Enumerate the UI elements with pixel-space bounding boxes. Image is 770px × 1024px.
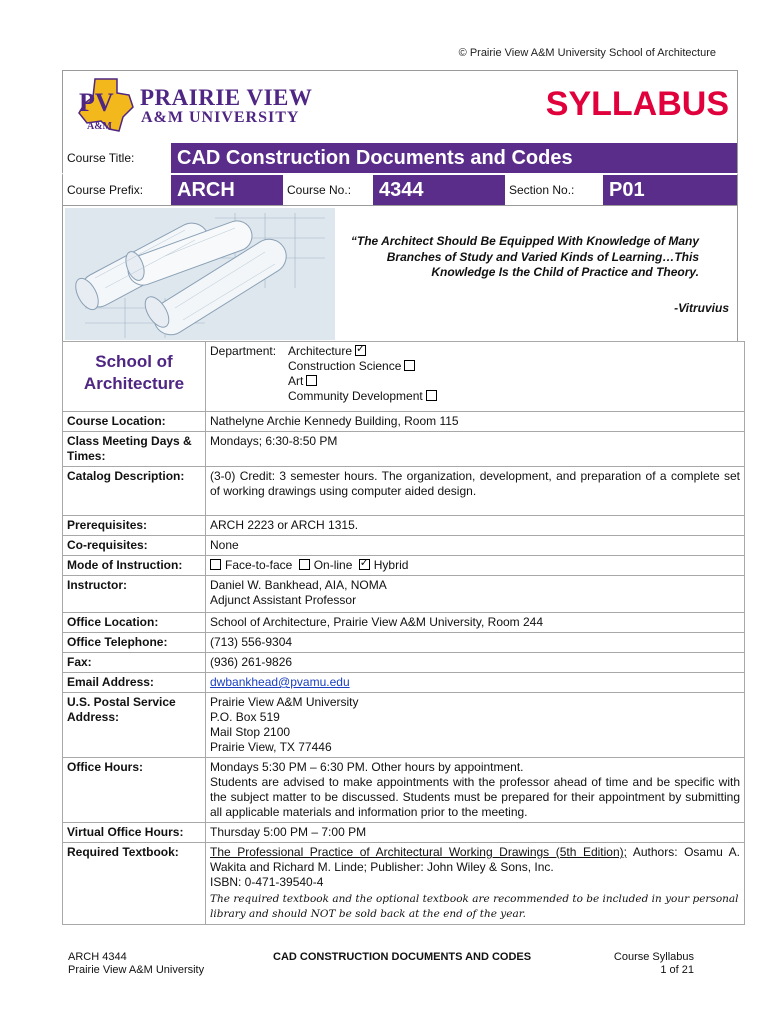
table-row [63, 613, 745, 633]
required-textbook [206, 843, 745, 925]
table-row [63, 673, 745, 693]
syllabus-heading: SYLLABUS [545, 85, 729, 123]
footer-right [614, 951, 694, 977]
row-label: Course Location: [63, 412, 206, 432]
row-label: Fax: [63, 653, 206, 673]
course-title-row [62, 143, 738, 173]
school-name-line: School of [95, 352, 173, 371]
mode-online: On-line [313, 558, 353, 572]
school-name-cell [63, 342, 206, 412]
banner-row [62, 205, 738, 341]
unchecked-box-icon [404, 360, 415, 371]
quote-line: Knowledge Is the Child of Practice and Theory. [431, 265, 699, 279]
unchecked-box-icon [299, 559, 310, 570]
course-number-label: Course No.: [283, 175, 373, 205]
footer-course-code: ARCH 4344 [68, 951, 127, 963]
course-location: Nathelyne Archie Kennedy Building, Room 115 [206, 412, 745, 432]
university-name: PRAIRIE VIEW [140, 85, 313, 110]
fax-number: (936) 261-9826 [206, 653, 745, 673]
table-row [63, 633, 745, 653]
course-info-table [62, 341, 745, 925]
row-label: Mode of Instruction: [63, 556, 206, 576]
table-row [63, 576, 745, 613]
page-number: 1 of 21 [660, 964, 694, 976]
dept-option-construction-science: Construction Science [288, 359, 402, 373]
footer-left [68, 951, 204, 977]
copyright-notice: © Prairie View A&M University School of Architecture [458, 47, 716, 59]
address-line: P.O. Box 519 [210, 710, 280, 724]
catalog-description: (3-0) Credit: 3 semester hours. The organization, development, and preparation of a complete set of working drawings using computer aided design. [206, 467, 745, 516]
row-label: Email Address: [63, 673, 206, 693]
table-row [63, 516, 745, 536]
blueprint-rolls-image [65, 208, 335, 340]
row-label: Co-requisites: [63, 536, 206, 556]
table-row [63, 342, 745, 412]
table-row [63, 843, 745, 925]
table-row [63, 693, 745, 758]
row-label: Office Location: [63, 613, 206, 633]
office-hours [206, 758, 745, 823]
footer-doc-type: Course Syllabus [613, 951, 694, 963]
row-label: Catalog Description: [63, 467, 206, 516]
row-label: Instructor: [63, 576, 206, 613]
unchecked-box-icon [210, 559, 221, 570]
syllabus-header [62, 70, 738, 143]
textbook-isbn: ISBN: 0-471-39540-4 [210, 875, 324, 889]
table-row [63, 412, 745, 432]
university-subname: A&M UNIVERSITY [141, 109, 300, 126]
table-row [63, 536, 745, 556]
logo-sub: A&M [87, 121, 112, 132]
section-number: P01 [603, 175, 737, 205]
office-telephone: (713) 556-9304 [206, 633, 745, 653]
instructor-title: Adjunct Assistant Professor [210, 593, 357, 607]
dept-option-art: Art [288, 374, 304, 388]
row-label: U.S. Postal Service Address: [63, 693, 206, 758]
meeting-times: Mondays; 6:30-8:50 PM [206, 432, 745, 467]
row-label: Office Telephone: [63, 633, 206, 653]
address-line: Prairie View, TX 77446 [210, 740, 332, 754]
syllabus-sheet [62, 70, 741, 925]
mode-face-to-face: Face-to-face [225, 558, 293, 572]
address-line: Mail Stop 2100 [210, 725, 291, 739]
co-requisites: None [206, 536, 745, 556]
quote-line: Branches of Study and Varied Kinds of Learning…This [386, 249, 699, 264]
instructor-name: Daniel W. Bankhead, AIA, NOMA [210, 578, 387, 592]
vitruvius-quote [338, 234, 729, 281]
quote-author: -Vitruvius [674, 301, 729, 315]
course-codes-row [62, 173, 738, 205]
course-number: 4344 [373, 175, 505, 205]
footer-course-title: CAD CONSTRUCTION DOCUMENTS AND CODES [273, 951, 532, 963]
prerequisites: ARCH 2223 or ARCH 1315. [206, 516, 745, 536]
section-number-label: Section No.: [505, 175, 603, 205]
dept-option-architecture: Architecture [288, 344, 353, 358]
table-row [63, 823, 745, 843]
mode-hybrid: Hybrid [373, 558, 409, 572]
course-prefix: ARCH [171, 175, 283, 205]
email-link[interactable]: dwbankhead@pvamu.edu [210, 675, 350, 689]
checked-box-icon [355, 345, 366, 356]
dept-option-community-development: Community Development [288, 389, 423, 403]
office-hours-line: Mondays 5:30 PM – 6:30 PM. Other hours by appointment. [210, 760, 524, 774]
table-row [63, 467, 745, 516]
table-row [63, 432, 745, 467]
footer-university: Prairie View A&M University [68, 964, 205, 976]
row-label: Required Textbook: [63, 843, 206, 925]
department-cell [206, 342, 745, 412]
checked-box-icon [359, 559, 370, 570]
course-prefix-label: Course Prefix: [63, 175, 171, 205]
instructor-info [206, 576, 745, 613]
office-hours-note: Students are advised to make appointments with the professor ahead of time and be specific with the subject matter to be discussed. Students must be prepared for their appointment by submitting all applicable materials and information prior to the meeting. [210, 775, 740, 819]
table-row [63, 653, 745, 673]
row-label: Office Hours: [63, 758, 206, 823]
instruction-mode [206, 556, 745, 576]
quote-line: “The Architect Should Be Equipped With Knowledge of Many [350, 234, 699, 248]
row-label: Class Meeting Days & Times: [63, 432, 206, 467]
textbook-note: The required textbook and the optional textbook are recommended to be included in your personal library and should NOT be sold back at the end of the year. [210, 893, 739, 920]
logo-letters: PV [79, 88, 114, 117]
table-row [63, 758, 745, 823]
textbook-authors: Authors: Osamu A. Wakita and Richard M. Linde; Publisher: John Wiley & Sons, Inc. [210, 845, 741, 874]
unchecked-box-icon [426, 390, 437, 401]
unchecked-box-icon [306, 375, 317, 386]
row-label: Prerequisites: [63, 516, 206, 536]
row-label: Virtual Office Hours: [63, 823, 206, 843]
virtual-office-hours: Thursday 5:00 PM – 7:00 PM [206, 823, 745, 843]
table-row [63, 556, 745, 576]
office-location: School of Architecture, Prairie View A&M University, Room 244 [206, 613, 745, 633]
course-title-label: Course Title: [63, 143, 171, 173]
pvamu-logo-icon [65, 73, 135, 139]
school-name-line: Architecture [83, 374, 185, 393]
department-label: Department: [210, 344, 277, 358]
course-title: CAD Construction Documents and Codes [171, 143, 737, 173]
postal-address [206, 693, 745, 758]
textbook-title: The Professional Practice of Architectural Working Drawings (5th Edition); [210, 845, 627, 859]
address-line: Prairie View A&M University [210, 695, 359, 709]
